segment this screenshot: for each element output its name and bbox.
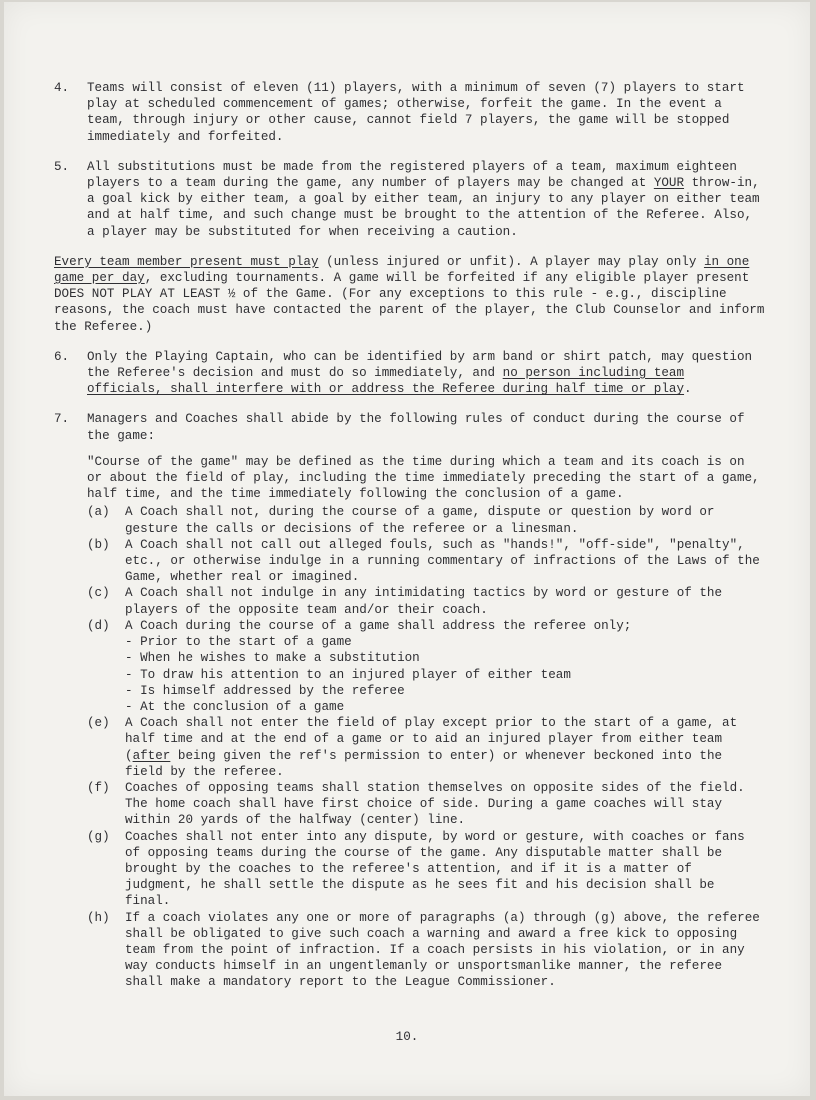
course-definition: "Course of the game" may be defined as the time during which a team and its coach is on or about the field of play, including the time immediately preceding the start of a game, half time, and the time immediately following the conclusion of a game. xyxy=(87,454,760,502)
rule-number: 4. xyxy=(54,81,70,95)
rule-number: 6. xyxy=(54,349,70,364)
subsection-label: (h) xyxy=(87,910,110,925)
subsection-text-part: being given the ref's permission to enter) or whenever beckoned into the field by the referee. xyxy=(125,748,723,779)
rule-number: 7. xyxy=(54,412,70,427)
rule-5 xyxy=(54,159,766,240)
paragraph-text-part: , excluding tournaments. A game will be forfeited if any eligible player present DOES NOT PLAY AT LEAST ½ of the Game. (For any exceptions to this rule - e.g., discipline reasons, the coach must have contacted the parent of the player, the Club Counselor and inform the Referee.) xyxy=(54,271,765,334)
subsection-e xyxy=(87,715,766,780)
subsection-text xyxy=(125,618,766,715)
subsection-label: (e) xyxy=(87,716,110,731)
subsection-f xyxy=(87,780,766,829)
subsection-text: Coaches shall not enter into any dispute, by word or gesture, with coaches or fans of opposing teams during the course of the game. Any disputable matter shall be brought by the coaches to the referee's attention, and if it is a matter of judgment, he shall settle the dispute as he sees fit and his decision shall be final. xyxy=(125,829,745,909)
list-item: - To draw his attention to an injured player of either team xyxy=(125,667,571,682)
rule-text-part: Only the Playing Captain, who can be identified by arm band or shirt patch, may question the Referee's decision and must do so immediately, and xyxy=(87,349,753,381)
rule-7-subsections xyxy=(87,454,766,991)
subsection-g xyxy=(87,829,766,910)
subsection-label: (a) xyxy=(87,505,110,520)
underlined-text: Every team member present must play xyxy=(54,254,319,269)
underlined-text: in one game per day xyxy=(54,254,750,286)
every-member-paragraph xyxy=(54,254,766,335)
subsection-intro: A Coach during the course of a game shall address the referee only; xyxy=(125,618,632,633)
rule-4 xyxy=(54,80,766,145)
rule-6 xyxy=(54,349,766,398)
subsection-text xyxy=(125,715,766,780)
rule-text xyxy=(87,159,766,240)
subsection-label: (b) xyxy=(87,537,110,552)
subsection-label: (f) xyxy=(87,780,110,795)
underlined-text: YOUR xyxy=(653,176,685,191)
subsection-label: (d) xyxy=(87,618,110,633)
subsection-text: A Coach shall not call out alleged fouls, such as "hands!", "off-side", "penalty", etc., or otherwise indulge in a running commentary of infractions of the Laws of the Game, whether real or imagined. xyxy=(125,537,760,585)
list-item: - Is himself addressed by the referee xyxy=(125,683,405,698)
document-page xyxy=(4,2,810,1096)
rule-number: 5. xyxy=(54,159,70,174)
rule-text-part: All substitutions must be made from the registered players of a team, maximum eighteen players to a team during the game, any number of players may be changed at xyxy=(87,159,737,191)
rule-text-part: throw-in, a goal kick by either team, a goal by either team, an injury to any player on either team and at half time, and such change must be brought to the attention of the Referee. Also, a player may be substituted for when receiving a caution. xyxy=(87,176,760,239)
subsection-h xyxy=(87,910,766,991)
rule-text: Teams will consist of eleven (11) players, with a minimum of seven (7) players to start play at scheduled commencement of games; otherwise, forfeit the game. In the event a team, through injury or other cause, cannot field 7 players, the game will be stopped immediately and forfeited. xyxy=(87,81,745,144)
subsection-text: If a coach violates any one or more of paragraphs (a) through (g) above, the referee shall be obligated to give such coach a warning and award a free kick to opposing team from the point of infraction. If a coach persists in his violation, or in any way conducts himself in an ungentlemanly or unsportsmanlike manner, the referee shall make a mandatory report to the League Commissioner. xyxy=(125,910,760,990)
subsection-label: (c) xyxy=(87,586,110,601)
underlined-text: after xyxy=(132,748,171,763)
underlined-text: no person including team officials, shall interfere with or address the Referee during half time or play xyxy=(87,366,685,397)
rule-7 xyxy=(54,411,766,443)
rule-text-part: . xyxy=(684,382,692,397)
list-item: - Prior to the start of a game xyxy=(125,635,352,650)
page-number: 10. xyxy=(395,1030,419,1044)
list-item: - When he wishes to make a substitution xyxy=(125,651,420,666)
subsection-c xyxy=(87,585,766,617)
rule-text: Managers and Coaches shall abide by the following rules of conduct during the course of the game: xyxy=(87,412,745,443)
rule-text xyxy=(87,349,766,398)
subsection-text: A Coach shall not, during the course of a game, dispute or question by word or gesture the calls or decisions of the referee or a linesman. xyxy=(125,505,715,536)
subsection-label: (g) xyxy=(87,829,110,844)
subsection-d xyxy=(87,618,766,715)
subsection-text: A Coach shall not indulge in any intimidating tactics by word or gesture of the players of the opposite team and/or their coach. xyxy=(125,586,723,617)
subsection-text-part: A Coach shall not enter the field of play except prior to the start of a game, at half time and at the end of a game or to aid an injured player from either team ( xyxy=(125,716,738,763)
rules-body xyxy=(54,80,766,991)
subsection-text: Coaches of opposing teams shall station themselves on opposite sides of the field. The home coach shall have first choice of side. During a game coaches will stay within 20 yards of the halfway (center) line. xyxy=(125,780,745,828)
subsection-a xyxy=(87,504,766,536)
list-item: - At the conclusion of a game xyxy=(125,699,345,714)
subsection-b xyxy=(87,537,766,586)
paragraph-text-part: (unless injured or unfit). A player may play only xyxy=(318,254,704,269)
